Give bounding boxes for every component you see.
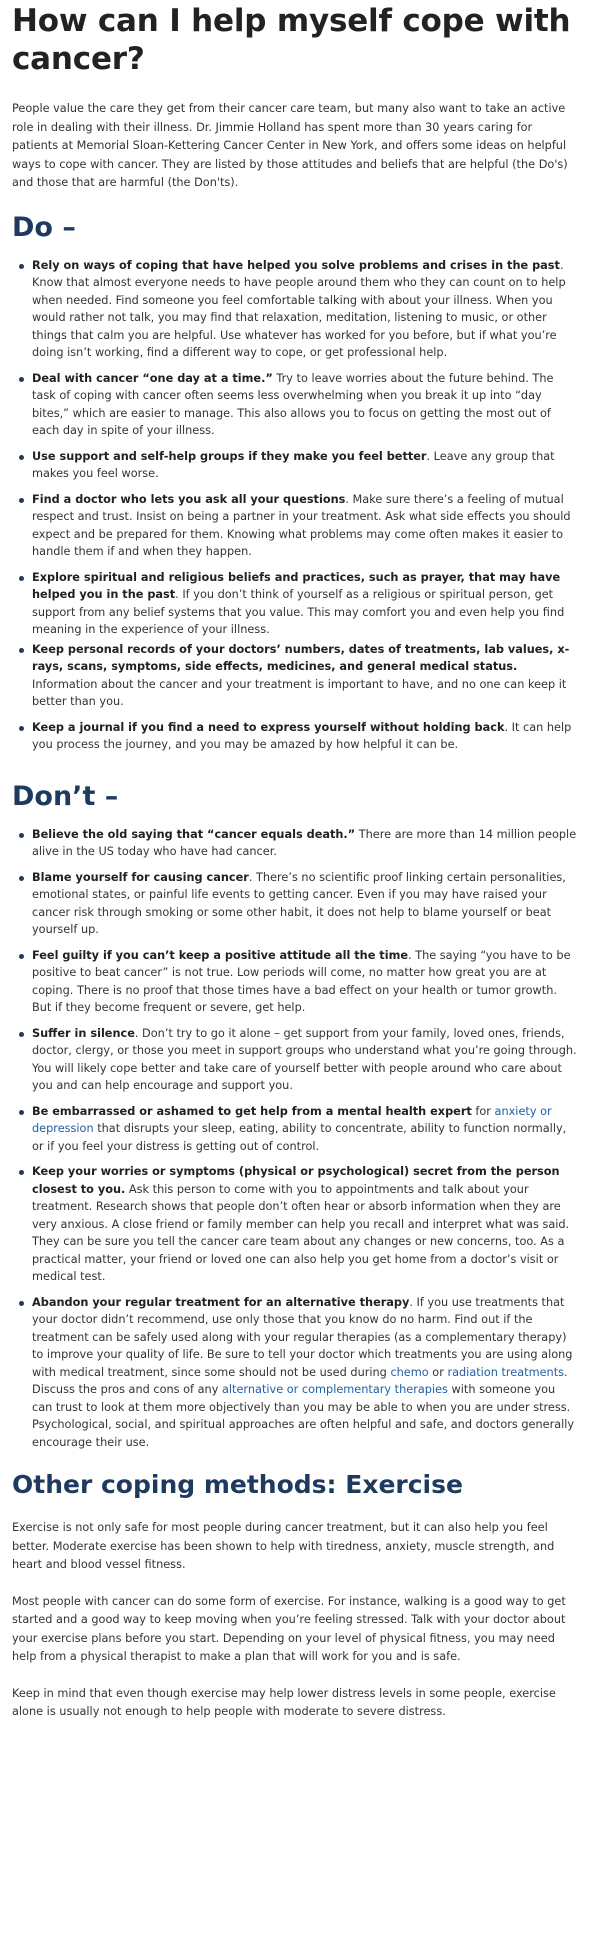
dont-list bbox=[12, 826, 579, 1452]
exercise-paragraph: Keep in mind that even though exercise may help lower distress levels in some people, exercise alone is usually not enough to help people with moderate to severe distress. bbox=[12, 1686, 556, 1718]
list-item bbox=[32, 826, 579, 861]
do-list bbox=[12, 257, 579, 754]
list-item-lead: Deal with cancer “one day at a time.” bbox=[32, 371, 273, 385]
list-item-text: . Discuss the pros and cons of any bbox=[32, 1365, 568, 1396]
list-item-lead: Find a doctor who lets you ask all your questions bbox=[32, 492, 346, 506]
list-item bbox=[32, 257, 579, 362]
list-item-text: that disrupts your sleep, eating, ability to concentrate, ability to function normally, or if you feel your distress is getting out of control. bbox=[32, 1122, 567, 1153]
list-item-text: or bbox=[428, 1365, 448, 1379]
exercise-paragraph: Exercise is not only safe for most people during cancer treatment, but it can also help you feel better. Moderate exercise has been shown to help with tiredness, anxiety, muscle strength, and heart and blood vessel fitness. bbox=[12, 1521, 555, 1571]
list-item-lead: Believe the old saying that “cancer equals death.” bbox=[32, 827, 356, 841]
list-item-lead: Abandon your regular treatment for an alternative therapy bbox=[32, 1295, 410, 1309]
list-item bbox=[32, 1163, 579, 1286]
anxiety-depression-link[interactable]: anxiety or depression bbox=[32, 1104, 552, 1135]
dont-heading: Don’t – bbox=[12, 780, 119, 812]
list-item bbox=[32, 491, 579, 561]
list-item-lead: Keep a journal if you find a need to express yourself without holding back bbox=[32, 720, 505, 734]
page-title: How can I help myself cope with cancer? bbox=[12, 3, 571, 77]
list-item bbox=[32, 719, 579, 754]
list-item bbox=[32, 1294, 579, 1452]
list-item-lead: Keep your worries or symptoms (physical or psychological) secret from the person closest to you. bbox=[32, 1165, 560, 1196]
intro-paragraph: People value the care they get from their cancer care team, but many also want to take an active role in dealing with their illness. Dr. Jimmie Holland has spent more than 30 years caring for patients at Memorial Sloan-Kettering Cancer Center in New York, and offers some ideas on helpful ways to cope with cancer. They are listed by those attitudes and beliefs that are helpful (the Do's) and those that are harmful (the Don'ts). bbox=[12, 102, 568, 189]
list-item-lead: Blame yourself for causing cancer bbox=[32, 870, 249, 884]
list-item-lead: Use support and self-help groups if they make you feel better bbox=[32, 449, 427, 463]
list-item-text: . Leave any group that makes you feel worse. bbox=[32, 449, 555, 480]
list-item bbox=[32, 569, 579, 639]
list-item-text: . There’s no scientific proof linking certain personalities, emotional states, or painful life events to getting cancer. Even if you may have raised your cancer risk through smoking or some other habit, it does not help to blame yourself or beat yourself up. bbox=[32, 870, 566, 936]
list-item bbox=[32, 641, 579, 711]
list-item-text: . The saying “you have to be positive to beat cancer” is not true. Low periods will come, no matter how great you are at coping. There is no proof that those times have a bad effect on your health or tumor growth. But if they become frequent or severe, get help. bbox=[32, 948, 571, 1014]
list-item-text: . If you use treatments that your doctor didn’t recommend, use only those that you know do no harm. Find out if the treatment can be safely used along with your regular therapies (as a complementary therapy) to improve your quality of life. Be sure to tell your doctor which treatments you are using along with medical treatment, since some should not be used during bbox=[32, 1295, 573, 1379]
list-item-lead: Rely on ways of coping that have helped you solve problems and crises in the past bbox=[32, 258, 560, 272]
alternative-therapies-link[interactable]: alternative or complementary therapies bbox=[221, 1383, 448, 1396]
list-item bbox=[32, 1025, 579, 1095]
list-item-text: . Don’t try to go it alone – get support from your family, loved ones, friends, doctor, clergy, or those you meet in support groups who understand what you’re going through. You will likely cope better and take care of yourself better with people around who care about you and can help encourage and support you. bbox=[32, 1026, 577, 1092]
list-item-text: Information about the cancer and your treatment is important to have, and no one can keep it better than you. bbox=[32, 677, 567, 708]
list-item bbox=[32, 448, 579, 483]
list-item bbox=[32, 1103, 579, 1156]
list-item-lead: Explore spiritual and religious beliefs and practices, such as prayer, that may have helped you in the past bbox=[32, 570, 561, 601]
list-item-text: . Make sure there’s a feeling of mutual respect and trust. Insist on being a partner in your treatment. Ask what side effects you should expect and be prepared for them. Knowing what problems may come often makes it easier to handle them if and when they happen. bbox=[32, 492, 571, 558]
radiation-treatments-link[interactable]: radiation treatments bbox=[447, 1365, 565, 1379]
list-item-text: with someone you can trust to look at them more objectively than you may be able to when you are under stress. Psychological, social, and spiritual approaches are often helpful and safe, and doctors generally encourage their use. bbox=[32, 1383, 575, 1449]
list-item-text: . Know that almost everyone needs to have people around them who they can count on to help when needed. Find someone you feel comfortable talking with about your illness. When you would rather not talk, you may find that relaxation, meditation, listening to music, or other things that calm you are helpful. Use whatever has worked for you before, but if what you’re doing isn’t working, find a different way to cope, or get professional help. bbox=[32, 258, 566, 359]
exercise-heading: Other coping methods: Exercise bbox=[12, 1470, 463, 1499]
list-item-text: Ask this person to come with you to appointments and talk about your treatment. Research shows that people don’t often hear or absorb information when they are very anxious. A close friend or family member can help you recall and interpret what was said. They can be sure you tell the cancer care team about any changes or new concerns, too. As a practical matter, your friend or loved one can also help you get home from a doctor’s visit or medical test. bbox=[32, 1182, 570, 1283]
list-item-text: . If you don’t think of yourself as a religious or spiritual person, get support from any belief systems that you value. This may comfort you and even help you find meaning in the experience of your illness. bbox=[32, 588, 565, 636]
list-item-lead: Keep personal records of your doctors’ numbers, dates of treatments, lab values, x-rays, scans, symptoms, side effects, medicines, and general medical status. bbox=[32, 642, 570, 673]
exercise-paragraph: Most people with cancer can do some form of exercise. For instance, walking is a good way to get started and a good way to keep moving when you’re feeling stressed. Talk with your doctor about your exercise plans before you start. Depending on your level of physical fitness, you may need help from a physical therapist to make a plan that will work for you and is safe. bbox=[12, 1594, 566, 1663]
chemo-link[interactable]: chemo bbox=[390, 1365, 429, 1379]
list-item-text: for bbox=[471, 1104, 495, 1118]
list-item bbox=[32, 947, 579, 1017]
do-heading: Do – bbox=[12, 211, 76, 243]
list-item bbox=[32, 370, 579, 440]
list-item-lead: Be embarrassed or ashamed to get help from a mental health expert bbox=[32, 1104, 472, 1118]
list-item-text: There are more than 14 million people alive in the US today who have had cancer. bbox=[32, 827, 577, 858]
list-item-text: . It can help you process the journey, and you may be amazed by how helpful it can be. bbox=[32, 720, 572, 751]
list-item-text: Try to leave worries about the future behind. The task of coping with cancer often seems less overwhelming when you break it up into “day bites,” which are easier to manage. This also allows you to focus on getting the most out of each day in spite of your illness. bbox=[32, 371, 554, 437]
list-item bbox=[32, 869, 579, 939]
list-item-lead: Suffer in silence bbox=[32, 1026, 135, 1040]
list-item-lead: Feel guilty if you can’t keep a positive attitude all the time bbox=[32, 948, 409, 962]
